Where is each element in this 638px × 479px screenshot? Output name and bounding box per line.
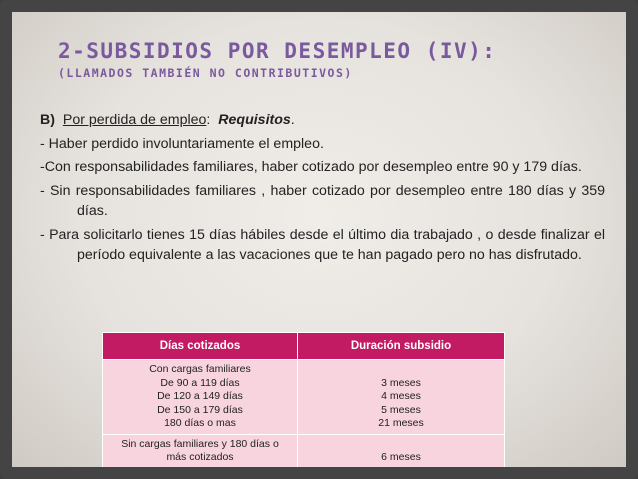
bullet-with-family: -Con responsabilidades familiares, haber cotizado por desempleo entre 90 y 179 días. — [40, 159, 582, 175]
duration-cell-with-family — [298, 360, 505, 435]
requirements-heading: Requisitos — [218, 112, 291, 128]
duration-cell-without-family — [298, 434, 505, 468]
table-row — [103, 434, 505, 468]
subsidy-table — [102, 332, 505, 469]
cell-line: 3 meses — [381, 376, 421, 389]
cell-line: 180 días o mas — [164, 417, 236, 429]
slide-subtitle: (LLAMADOS TAMBIÉN NO CONTRIBUTIVOS) — [58, 66, 353, 80]
cell-line: 6 meses — [381, 451, 421, 463]
days-cell-with-family — [103, 360, 298, 435]
days-cell-without-family — [103, 434, 298, 468]
table-header-row — [103, 333, 505, 360]
section-letter: B) — [40, 112, 55, 128]
loss-of-job-link[interactable]: Por perdida de empleo — [62, 112, 207, 128]
intro-colon: : — [206, 112, 211, 128]
header-duration: Duración subsidio — [298, 333, 505, 360]
bullet-without-family: - Sin responsabilidades familiares , haber cotizado por desempleo entre 180 días y 359 días. — [40, 182, 605, 219]
title-block — [58, 38, 606, 80]
cell-line: Sin cargas familiares y 180 días o — [121, 437, 279, 450]
cell-line: 4 meses — [381, 390, 421, 402]
header-days: Días cotizados — [103, 333, 298, 360]
cell-line: 21 meses — [378, 417, 424, 429]
slide-title: 2-SUBSIDIOS POR DESEMPLEO (IV): — [58, 39, 497, 63]
cell-line: 5 meses — [381, 403, 421, 416]
intro-dot: . — [290, 112, 295, 128]
cell-line: De 90 a 119 días — [160, 376, 240, 389]
table-row — [103, 360, 505, 435]
content-body — [40, 110, 605, 269]
cell-line: Con cargas familiares — [149, 363, 251, 375]
cell-line: De 120 a 149 días — [157, 390, 243, 402]
bullet-involuntary: - Haber perdido involuntariamente el empleo. — [40, 135, 324, 152]
bullet-application-deadline: - Para solicitarlo tienes 15 días hábiles desde el último dia trabajado , o desde finalizar el período equivalente a las vacaciones que te han pagado pero no has disfrutado. — [40, 226, 605, 263]
intro-line — [40, 110, 605, 131]
cell-line: más cotizados — [166, 451, 234, 463]
cell-line: De 150 a 179 días — [157, 403, 243, 416]
